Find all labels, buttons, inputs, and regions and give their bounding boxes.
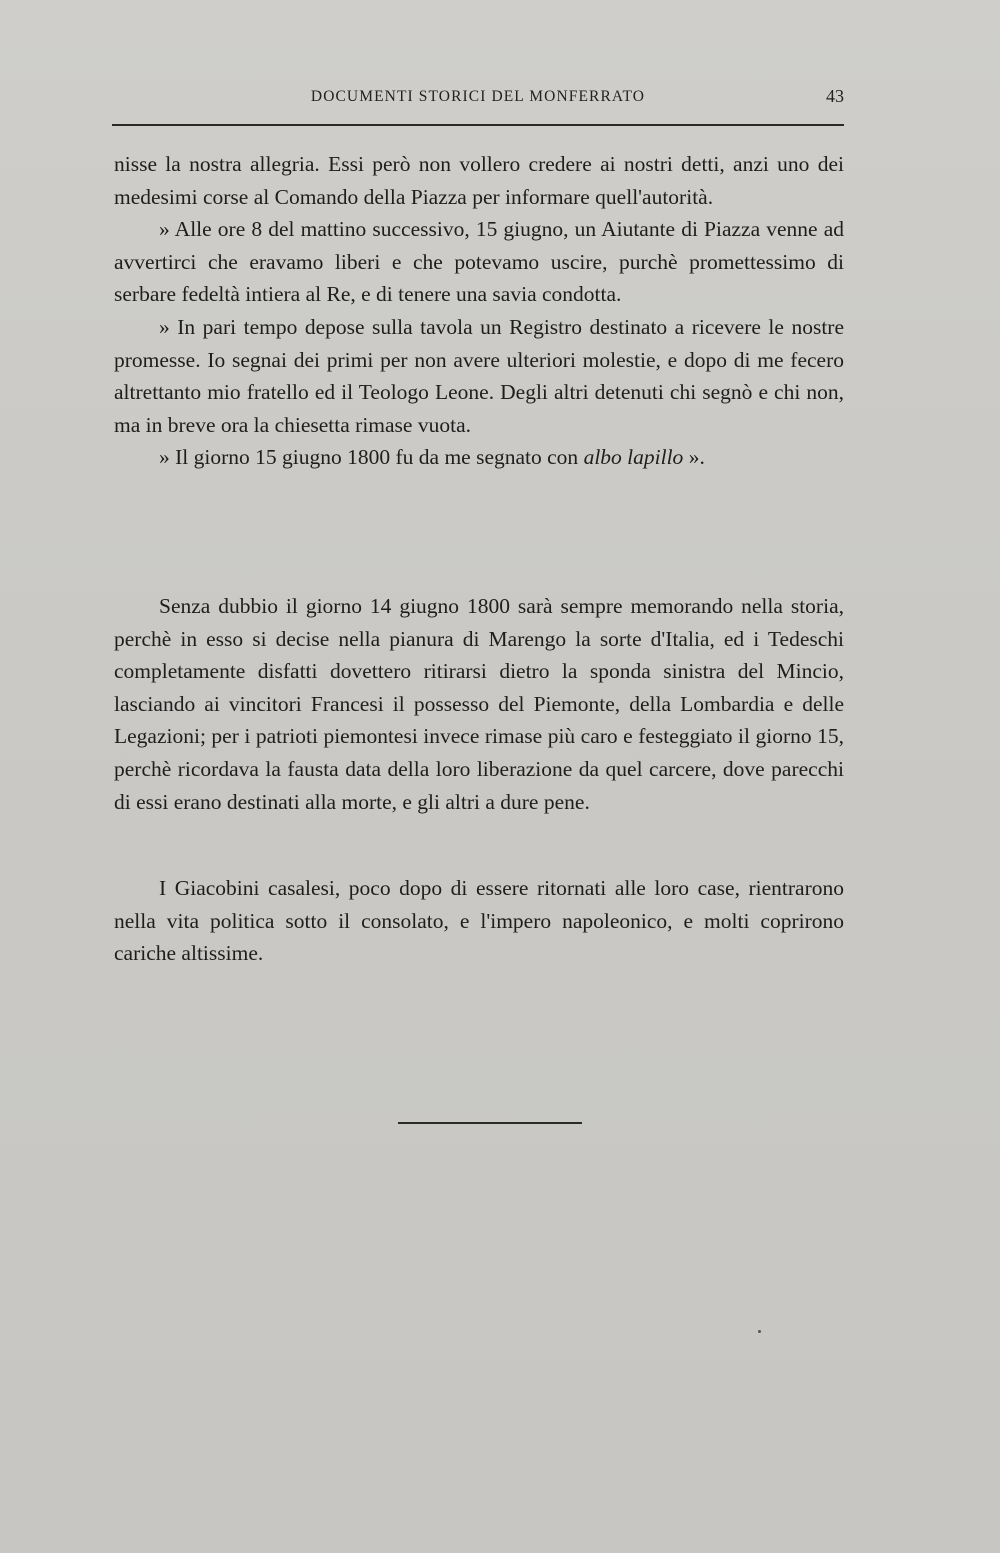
paragraph-4 (114, 441, 844, 474)
closing-block (114, 872, 844, 970)
paragraph-2: » Alle ore 8 del mattino successivo, 15 giugno, un Aiutante di Piazza venne ad avvertirci che eravamo liberi e che potevamo uscire, purchè promettessimo di serbare fedeltà intiera al Re, e di tenere una savia condotta. (114, 217, 844, 307)
running-head (112, 86, 844, 112)
chapter-end-rule (398, 1122, 582, 1124)
paragraph-5: Senza dubbio il giorno 14 giugno 1800 sarà sempre memorando nella storia, perchè in esso si decise nella pianura di Marengo la sorte d'Italia, ed i Tedeschi completamente disfatti dovettero ritirarsi dietro la sponda sinistra del Mincio, lasciando ai vincitori Francesi il possesso del Piemonte, della Lombardia e delle Legazioni; per i patrioti piemontesi invece rimase più caro e festeggiato il giorno 15, perchè ricordava la fausta data della loro liberazione da quel carcere, dove parecchi di essi erano destinati alla morte, e gli altri a dure pene. (114, 594, 844, 814)
latin-phrase: albo lapillo (583, 445, 684, 470)
paragraph-6: I Giacobini casalesi, poco dopo di essere ritornati alle loro case, rientrarono nella vita politica sotto il consolato, e l'impero napoleonico, e molti coprirono cariche altissime. (114, 876, 844, 966)
page-number: 43 (826, 86, 844, 106)
paper-speck (758, 1330, 761, 1333)
commentary-block (114, 590, 844, 818)
paragraph-4-text: » Il giorno 15 giugno 1800 fu da me segnato con (159, 445, 584, 470)
quoted-narrative (114, 148, 844, 474)
paragraph-1: nisse la nostra allegria. Essi però non vollero credere ai nostri detti, anzi uno dei medesimi corse al Comando della Piazza per informare quell'autorità. (114, 152, 844, 209)
paragraph-4-close: ». (683, 445, 705, 470)
paragraph-3: » In pari tempo depose sulla tavola un Registro destinato a ricevere le nostre promesse. Io segnai dei primi per non avere ulteriori molestie, e dopo di me fecero altrettanto mio fratello ed il Teologo Leone. Degli altri detenuti chi segnò e chi non, ma in breve ora la chiesetta rimase vuota. (114, 314, 844, 437)
header-rule (112, 124, 844, 126)
running-title: DOCUMENTI STORICI DEL MONFERRATO (310, 88, 646, 105)
